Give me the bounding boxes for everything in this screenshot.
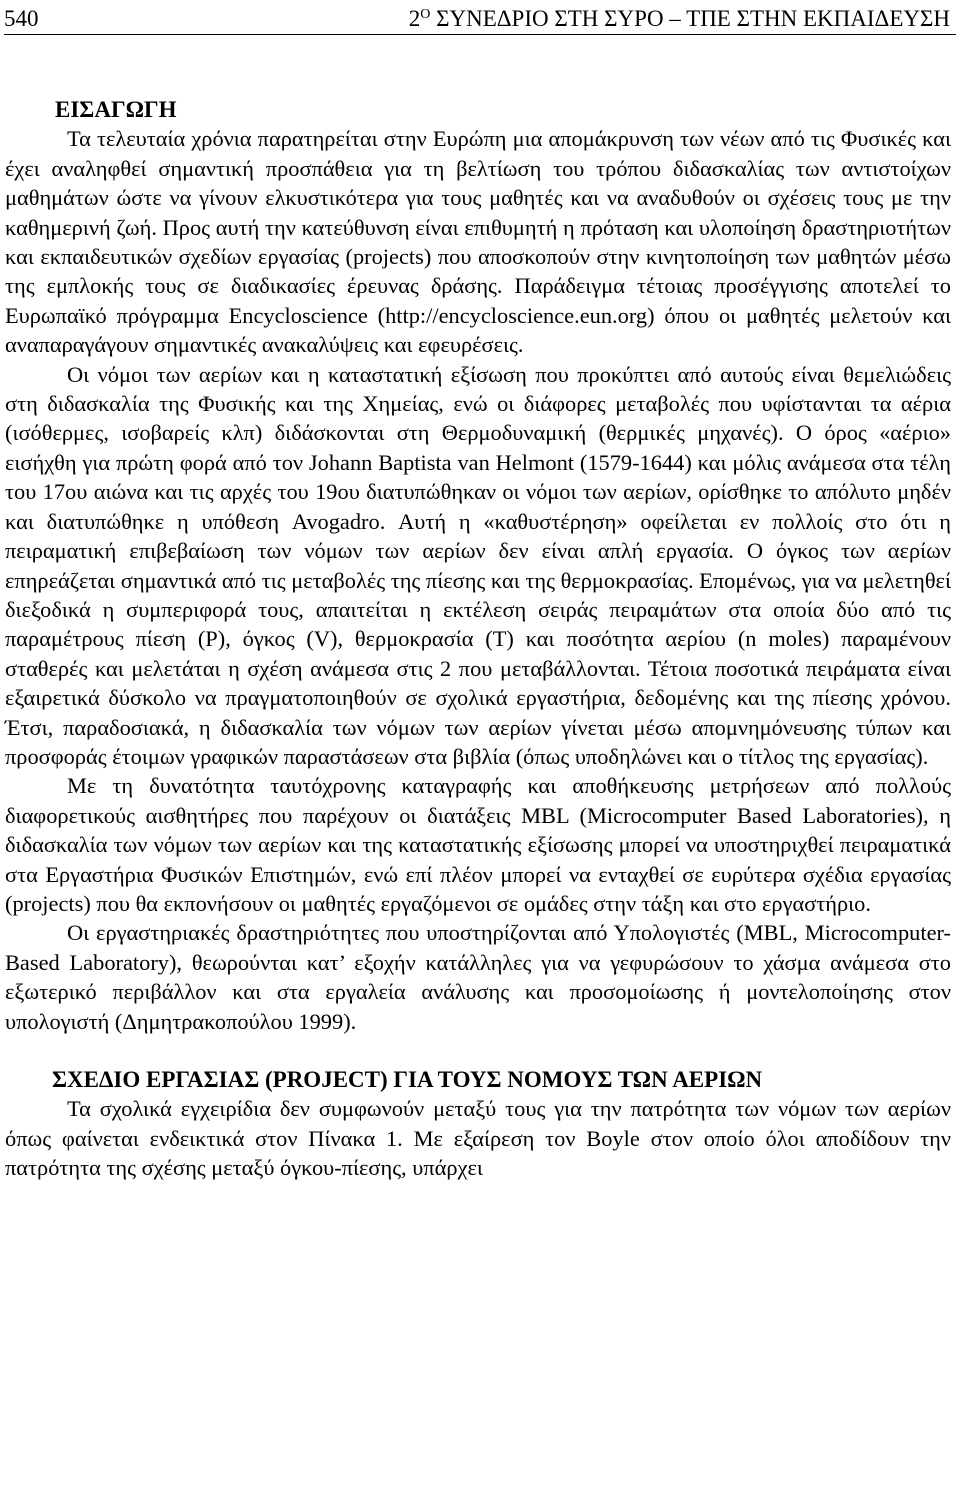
main-content — [5, 95, 951, 1183]
paragraph-intro-1: Τα τελευταία χρόνια παρατηρείται στην Ευρώπη μια απομάκρυνση των νέων από τις Φυσικές και έχει αναληφθεί σημαντική προσπάθεια για τη βελτίωση του τρόπου διδασκαλίας των αντιστοίχων μαθημάτων ώστε να γίνουν ελκυστικότερα για τους μαθητές και να αναδυθούν οι σχέσεις τους με την καθημερινή ζωή. Προς αυτή την κατεύθυνση είναι επιθυμητή η πρόταση και υλοποίηση δραστηριοτήτων και εκπαιδευτικών σχεδίων εργασίας (projects) που αποσκοπούν στην κινητοποίηση των μαθητών μέσω της εμπλοκής τους σε διαδικασίες έρευνας δράσης. Παράδειγμα τέτοιας προσέγγισης αποτελεί το Ευρωπαϊκό πρόγραμμα Encycloscience (http://encycloscience.eun.org) όπου οι μαθητές μελετούν και αναπαραγάγουν σημαντικές ανακαλύψεις και εφευρέσεις. — [5, 126, 951, 358]
conference-title-number: 2 — [408, 6, 421, 31]
conference-title-superscript: Ο — [420, 7, 431, 22]
paragraph-intro-3: Με τη δυνατότητα ταυτόχρονης καταγραφής και αποθήκευσης μετρήσεων από πολλούς διαφορετικούς αισθητήρες που παρέχουν οι διατάξεις MBL (Microcomputer Based Laboratories), η διδασκαλία των νόμων των αερίων και της καταστατικής εξίσωσης μπορεί να υποστηριχθεί πειραματικά στα Εργαστήρια Φυσικών Επιστημών, ενώ επί πλέον μπορεί να ενταχθεί σε ευρύτερα σχέδια εργασίας (projects) που θα εκπονήσουν οι μαθητές εργαζόμενοι σε ομάδες στην τάξη και στο εργαστήριο. — [5, 773, 951, 916]
section-heading-introduction: ΕΙΣΑΓΩΓΗ — [55, 97, 177, 122]
running-header — [4, 6, 956, 35]
conference-title-text: ΣΥΝΕΔΡΙΟ ΣΤΗ ΣΥΡΟ – ΤΠΕ ΣΤΗΝ ΕΚΠΑΙΔΕΥΣΗ — [430, 6, 950, 31]
paragraph-project-1: Τα σχολικά εγχειρίδια δεν συμφωνούν μεταξύ τους για την πατρότητα των νόμων των αερίων όπως φαίνεται ενδεικτικά στον Πίνακα 1. Με εξαίρεση τον Boyle στον οποίο όλοι αποδίδουν την πατρότητα της σχέσης μεταξύ όγκου-πίεσης, υπάρχει — [5, 1096, 951, 1181]
paragraph-intro-4: Οι εργαστηριακές δραστηριότητες που υποστηρίζονται από Υπολογιστές (MBL, Microcomputer-Based Laboratory), θεωρούνται κατ’ εξοχήν κατάλληλες για να γεφυρώσουν το χάσμα ανάμεσα στο εξωτερικό περιβάλλον και στα εργαλεία ανάλυσης και προσομοίωσης ή μοντελοποίησης στον υπολογιστή (Δημητρακοπούλου 1999). — [5, 920, 951, 1034]
section-heading-project: ΣΧΕΔΙΟ ΕΡΓΑΣΙΑΣ (PROJECT) ΓΙΑ ΤΟΥΣ ΝΟΜΟΥΣ ΤΩΝ ΑΕΡΙΩΝ — [52, 1067, 763, 1092]
conference-title — [409, 6, 950, 32]
page-number: 540 — [4, 6, 39, 31]
paragraph-intro-2: Οι νόμοι των αερίων και η καταστατική εξίσωση που προκύπτει από αυτούς είναι θεμελιώδεις στη διδασκαλία της Φυσικής και της Χημείας, ενώ οι διάφορες μεταβολές που υφίστανται τα αέρια (ισόθερμες, ισοβαρείς κλπ) διδάσκονται στη Θερμοδυναμική (θερμικές μηχανές). Ο όρος «αέριο» εισήχθη για πρώτη φορά από τον Johann Baptista van Helmont (1579-1644) και μόλις ανάμεσα στα τέλη του 17ου αιώνα και τις αρχές του 19ου διατυπώθηκαν οι νόμοι των αερίων, ορίσθηκε το απόλυτο μηδέν και διατυπώθηκε η υπόθεση Avogadro. Αυτή η «καθυστέρηση» οφείλεται εν πολλοίς στο ότι η πειραματική επιβεβαίωση των νόμων των αερίων δεν είναι απλή εργασία. Ο όγκος των αερίων επηρεάζεται σημαντικά από τις μεταβολές της πίεσης και της θερμοκρασίας. Επομένως, για να μελετηθεί διεξοδικά η συμπεριφορά τους, απαιτείται η εκτέλεση σειράς πειραμάτων στα οποία δύο από τις παραμέτρους πίεση (P), όγκος (V), θερμοκρασία (T) και ποσότητα αερίου (n moles) παραμένουν σταθερές και μελετάται η σχέση ανάμεσα στις 2 που μεταβάλλονται. Τέτοια ποσοτικά πειράματα είναι εξαιρετικά δύσκολο να πραγματοποιηθούν σε σχολικά εργαστήρια, δεδομένης και της πίεσης χρόνου. Έτσι, παραδοσιακά, η διδασκαλία των νόμων των αερίων γίνεται μέσω απομνημόνευσης τύπων και προσφοράς έτοιμων γραφικών παραστάσεων στα βιβλία (όπως υποδηλώνει και ο τίτλος της εργασίας). — [5, 361, 951, 769]
